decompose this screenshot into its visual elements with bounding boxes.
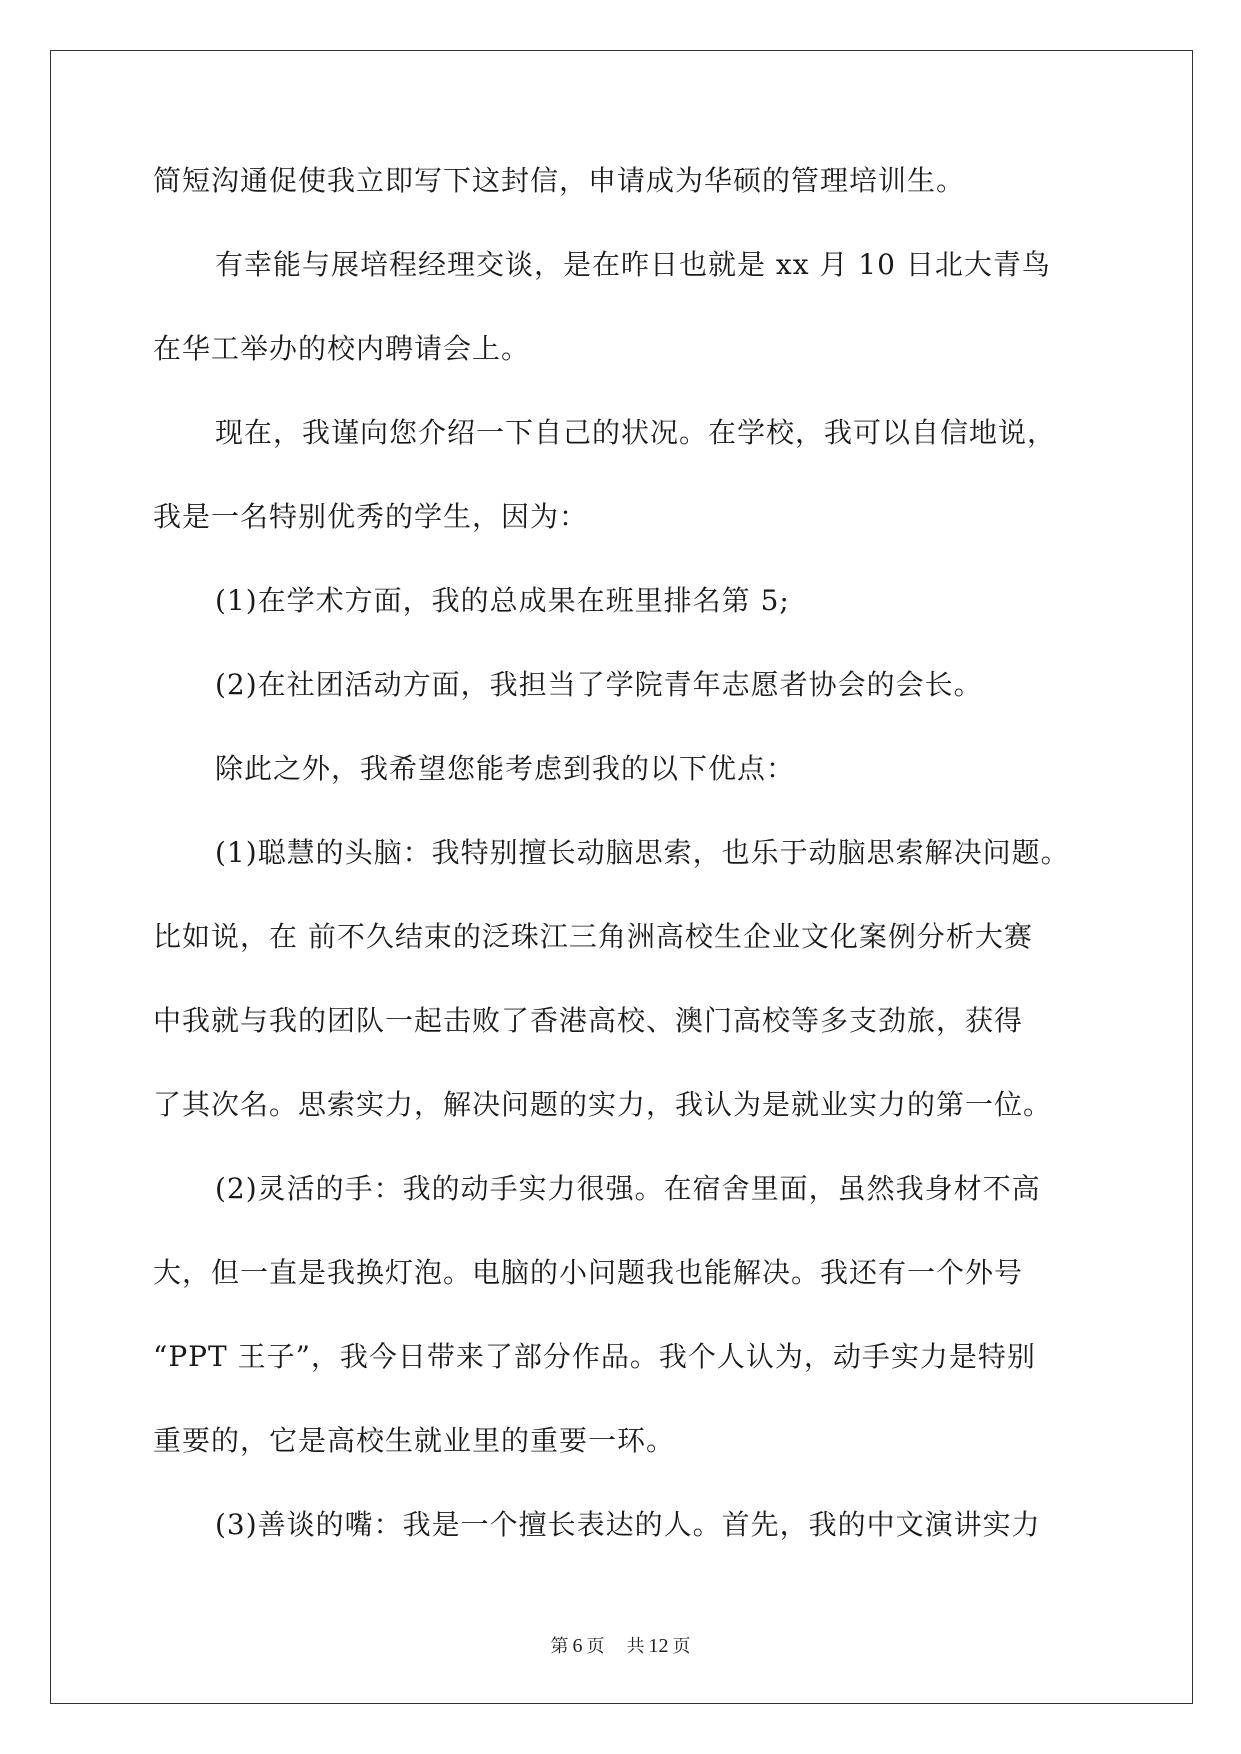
text-line-8: 除此之外，我希望您能考虑到我的以下优点： [215,752,796,785]
document-body [153,160,1093,1588]
total-page-number: 12 [648,1635,669,1657]
page-footer [0,1632,1241,1658]
text-line-6: (1)在学术方面，我的总成果在班里排名第 5; [215,584,790,617]
text-line-9: (1)聪慧的头脑：我特别擅长动脑思索，也乐于动脑思索解决问题。 [215,836,1070,869]
text-line-11: 中我就与我的团队一起击败了香港高校、澳门高校等多支劲旅，获得 [153,1004,1024,1037]
text-line-13: (2)灵活的手：我的动手实力很强。在宿舍里面，虽然我身材不高 [215,1172,1041,1205]
text-line-17: (3)善谈的嘴：我是一个擅长表达的人。首先，我的中文演讲实力 [215,1508,1041,1541]
page-suffix: 页 [586,1636,605,1657]
text-line-2: 有幸能与展培程经理交谈，是在昨日也就是 xx 月 10 日北大青鸟 [215,248,1051,281]
text-line-3: 在华工举办的校内聘请会上。 [153,332,531,365]
page-prefix: 第 [550,1636,569,1657]
text-line-16: 重要的，它是高校生就业里的重要一环。 [153,1424,676,1457]
text-line-15: “PPT 王子”，我今日带来了部分作品。我个人认为，动手实力是特别 [153,1340,1036,1373]
current-page-number: 6 [572,1635,583,1657]
text-line-7: (2)在社团活动方面，我担当了学院青年志愿者协会的会长。 [215,668,983,701]
text-line-10: 比如说，在 前不久结束的泛珠江三角洲高校生企业文化案例分析大赛 [153,920,1033,953]
text-line-4: 现在，我谨向您介绍一下自己的状况。在学校，我可以自信地说， [215,416,1057,449]
text-line-14: 大，但一直是我换灯泡。电脑的小问题我也能解决。我还有一个外号 [153,1256,1024,1289]
text-line-5: 我是一名特别优秀的学生，因为： [153,500,589,533]
total-suffix: 页 [672,1636,691,1657]
total-prefix: 共 [626,1636,645,1657]
text-line-1: 简短沟通促使我立即写下这封信，申请成为华硕的管理培训生。 [153,164,966,197]
text-line-12: 了其次名。思索实力，解决问题的实力，我认为是就业实力的第一位。 [153,1088,1053,1121]
